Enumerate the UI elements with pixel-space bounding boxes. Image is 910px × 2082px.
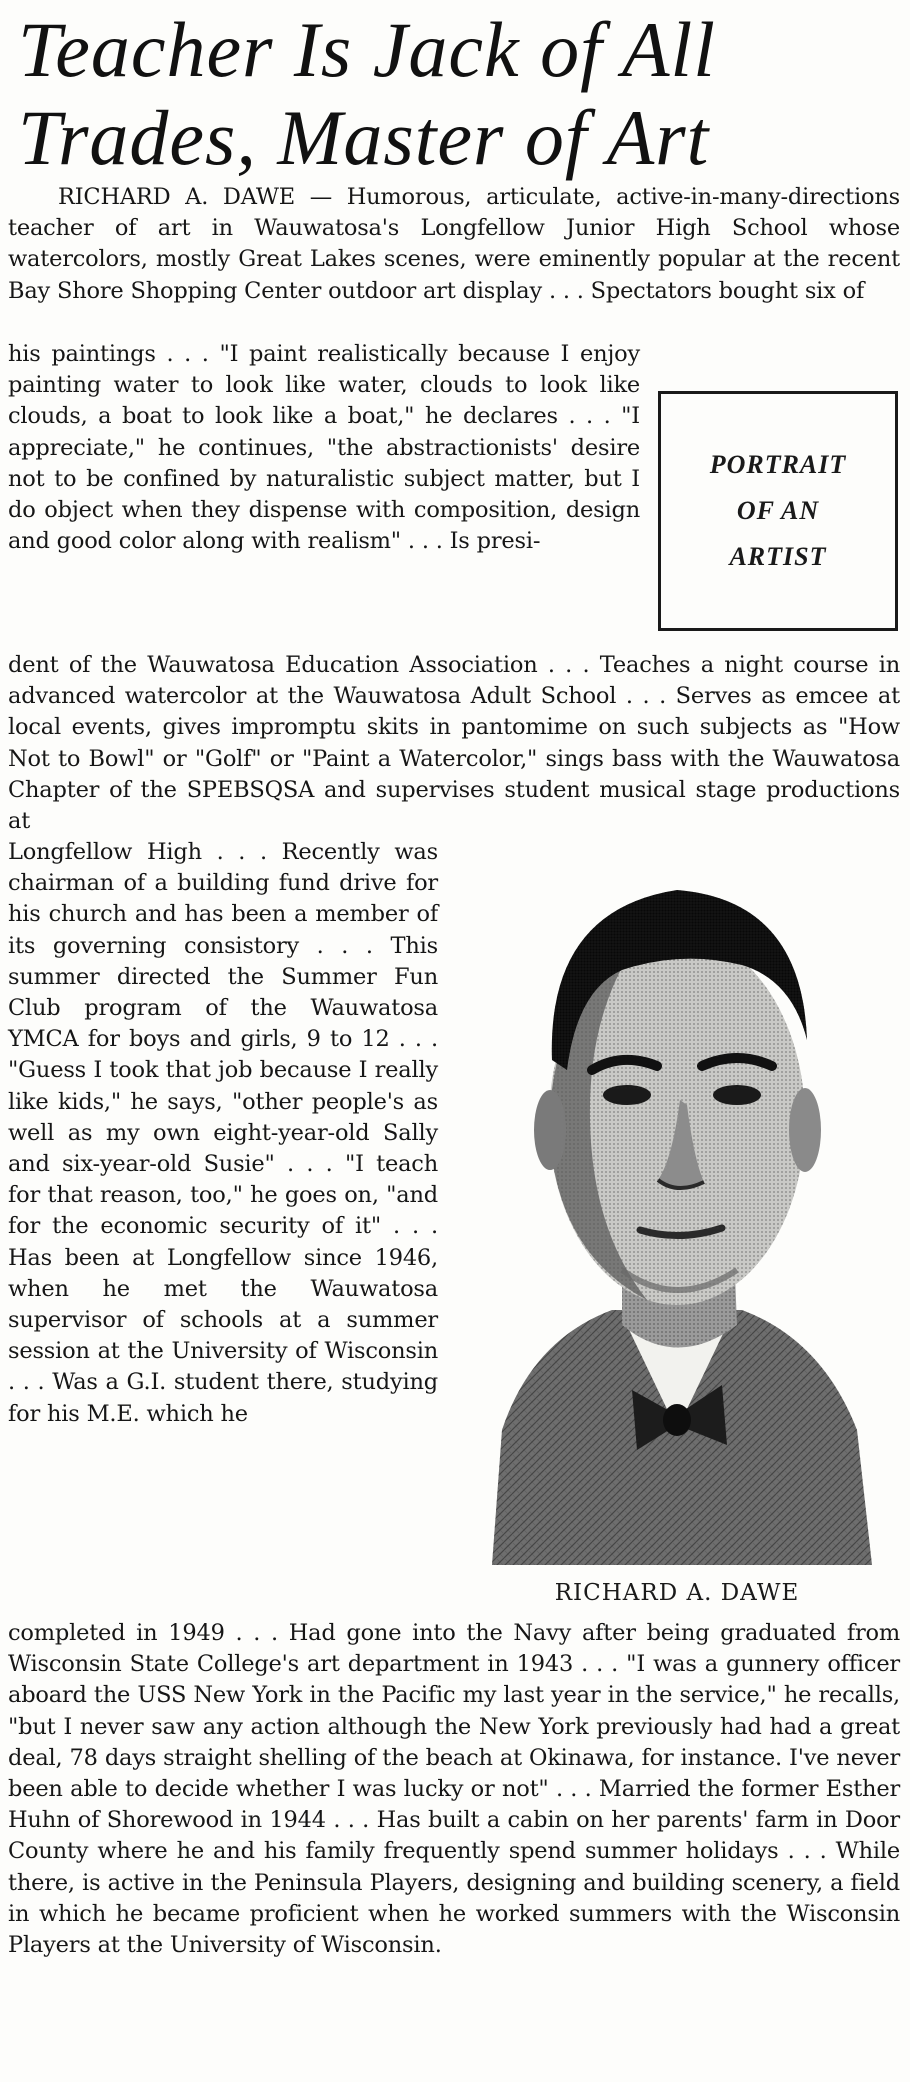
article-intro bbox=[8, 182, 900, 307]
article-narrow-column bbox=[8, 837, 438, 1430]
final-text: completed in 1949 . . . Had gone into the Navy after being graduated from Wisconsin State College's art department in 1943 . . . "I was a gunnery officer aboard the USS New York in the Pacific my last year in the service," he recalls, "but I never saw any action although the New York previously had had a great deal, 78 days straight shelling of the beach at Okinawa, for instance. I've never been able to decide whether I was lucky or not" . . . Married the former Esther Huhn of Shorewood in 1944 . . . Has built a cabin on her parents' farm in Door County where he and his family frequently spend summer holidays . . . While there, is active in the Peninsula Players, designing and building scenery, a field in which he became proficient when he worked summers with the Wisconsin Players at the University of Wisconsin. bbox=[8, 1620, 900, 1959]
left-column-text: his paintings . . . "I paint realistically because I enjoy painting water to look like water, clouds to look like clouds, a boat to look like a boat," he declares . . . "I appreciate," he continues, "the abstractionists' desire not to be confined by naturalistic subject matter, but I do object when they dispense with composition, design and good color along with realism" . . . Is presi- bbox=[8, 341, 640, 555]
photo-caption: RICHARD A. DAWE bbox=[554, 1580, 800, 1606]
portrait-photo bbox=[472, 870, 882, 1565]
headline-line-2: Trades, Master of Art bbox=[18, 94, 710, 181]
article-final bbox=[8, 1618, 900, 1961]
boxout-line-1: PORTRAIT bbox=[709, 450, 847, 479]
narrow-column-text: Longfellow High . . . Recently was chairman of a building fund drive for his church and has been a member of its governing consistory . . . This summer directed the Summer Fun Club program of the Wauwatosa YMCA for boys and girls, 9 to 12 . . . "Guess I took that job because I really like kids," he says, "other people's as well as my own eight-year-old Sally and six-year-old Susie" . . . "I teach for that reason, too," he goes on, "and for the economic security of it" . . . Has been at Longfellow since 1946, when he met the Wauwatosa supervisor of schools at a summer session at the University of Wisconsin . . . Was a G.I. student there, studying for his M.E. which he bbox=[8, 839, 438, 1427]
boxout-line-3: ARTIST bbox=[729, 542, 827, 571]
boxout-title bbox=[710, 442, 847, 580]
middle-text: dent of the Wauwatosa Education Association . . . Teaches a night course in advanced watercolor at the Wauwatosa Adult School . . . Serves as emcee at local events, gives impromptu skits in pantomime on such subjects as "How Not to Bowl" or "Golf" or "Paint a Watercolor," sings bass with the Wauwatosa Chapter of the SPEBSQSA and supervises student musical stage productions at bbox=[8, 652, 900, 835]
headline bbox=[18, 6, 898, 182]
headline-line-1: Teacher Is Jack of All bbox=[18, 6, 716, 93]
portrait-of-an-artist-box bbox=[658, 391, 898, 631]
article-middle bbox=[8, 650, 900, 837]
intro-paragraph: RICHARD A. DAWE — Humorous, articulate, active-in-many-directions teacher of art in Wauwatosa's Longfellow Junior High School whose watercolors, mostly Great Lakes scenes, were eminently popular at the recent Bay Shore Shopping Center outdoor art display . . . Spectators bought six of bbox=[8, 184, 900, 304]
boxout-line-2: OF AN bbox=[736, 496, 820, 525]
article-left-column bbox=[8, 339, 640, 557]
